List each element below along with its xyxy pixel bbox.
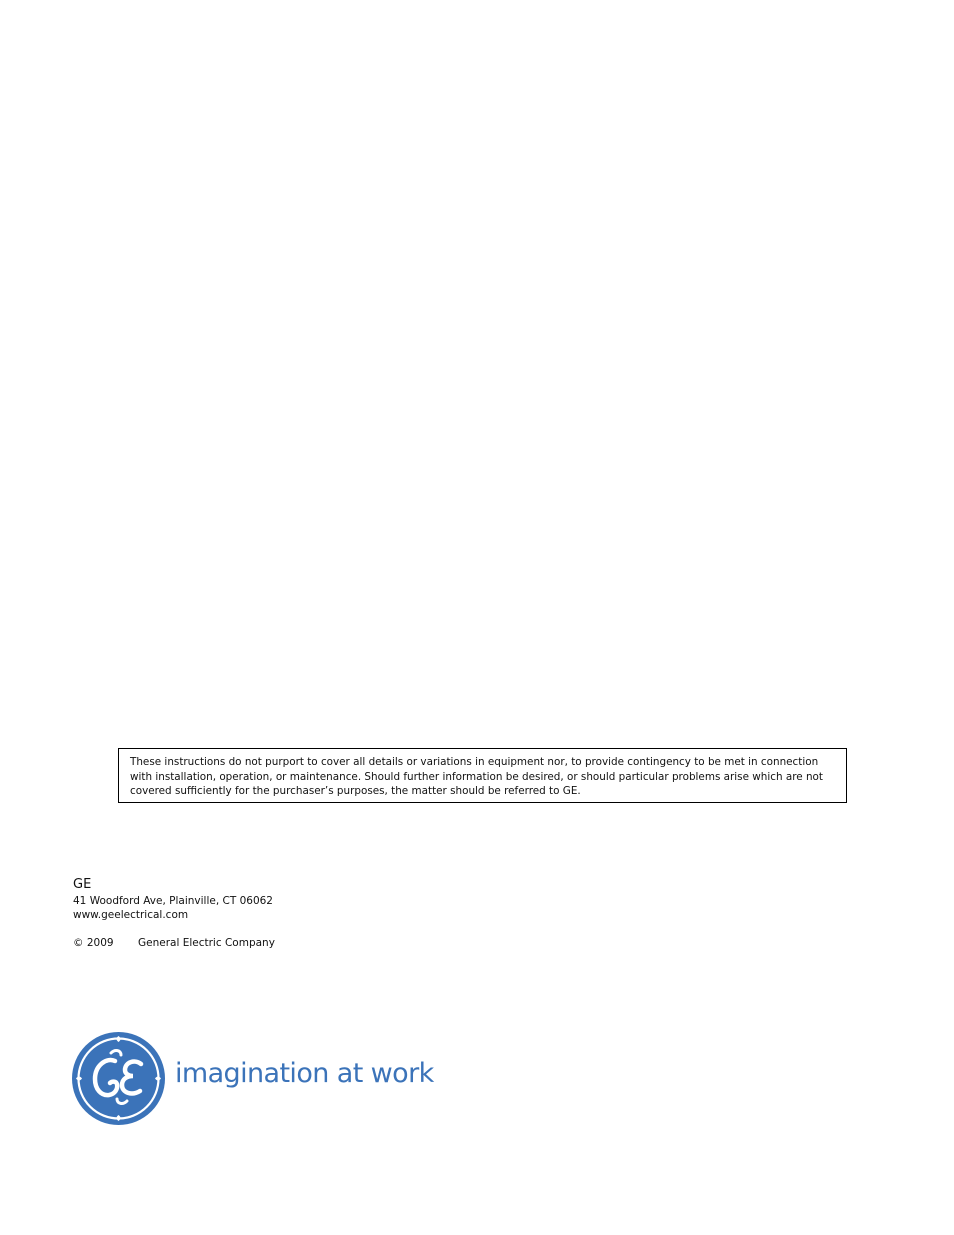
contact-block [73,876,273,922]
tagline: imagination at work [175,1058,434,1089]
company-name: GE [73,877,92,892]
copyright-year: © 2009 [73,937,114,949]
copyright-line [73,937,275,949]
street-address: 41 Woodford Ave, Plainville, CT 06062 [73,895,273,907]
ge-logo-icon [71,1031,166,1126]
copyright-holder: General Electric Company [138,937,275,949]
disclaimer-text: These instructions do not purport to cover all details or variations in equipment nor, to provide contingency to be met in connection with installation, operation, or maintenance. Should further information be desired, or should particular problems arise which are not covered sufficiently for the purchaser’s purposes, the matter should be referred to GE. [130,756,823,798]
website-link[interactable]: www.geelectrical.com [73,909,189,921]
disclaimer-box [118,748,847,803]
